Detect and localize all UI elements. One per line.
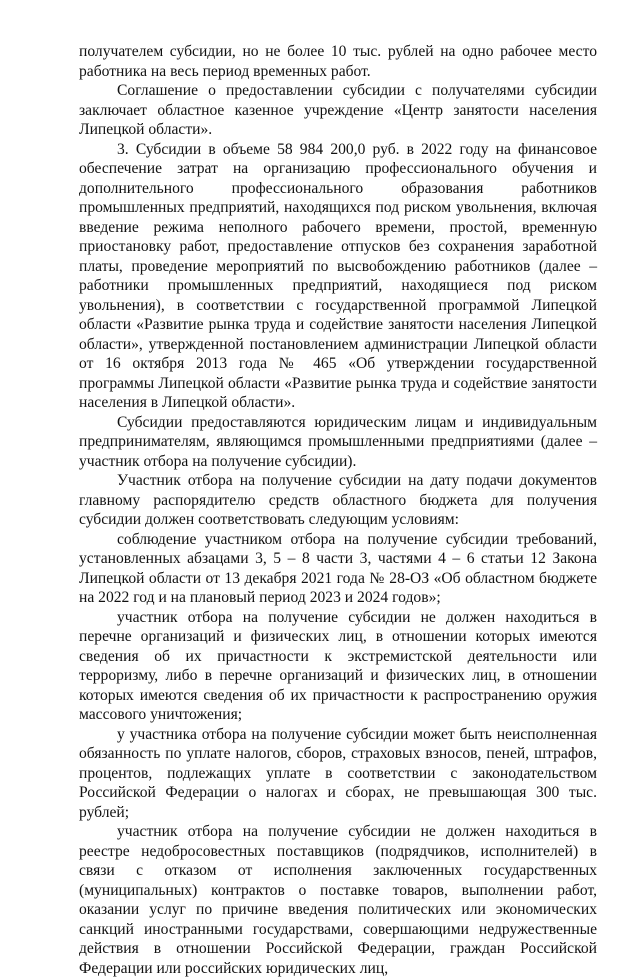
paragraph-continuation: получателем субсидии, но не более 10 тыс. рублей на одно рабочее место работника на весь период временных работ. bbox=[79, 43, 597, 80]
paragraph-condition-tax-debt: у участника отбора на получение субсидии может быть неисполненная обязанность по уплате налогов, сборов, страховых взносов, пеней, штрафов, процентов, подлежащих уплате в соответствии с законодательством Российской Федерации о налогах и сборах, не превышающая 300 тыс. рублей; bbox=[79, 725, 597, 821]
paragraph-agreement: Соглашение о предоставлении субсидии с получателями субсидии заключает областное казенное учреждение «Центр занятости населения Липецкой области». bbox=[79, 82, 597, 138]
paragraph-recipients: Субсидии предоставляются юридическим лицам и индивидуальным предпринимателям, являющимся промышленными предприятиями (далее – участник отбора на получение субсидии). bbox=[79, 413, 597, 470]
document-page bbox=[79, 42, 597, 978]
paragraph-condition-extremism-list: участник отбора на получение субсидии не должен находиться в перечне организаций и физических лиц, в отношении которых имеются сведения об их причастности к экстремистской деятельности или терроризму, либо в перечне организаций и физических лиц, в отношении которых имеются сведения об их причастности к распространению оружия массового уничтожения; bbox=[79, 608, 597, 723]
paragraph-condition-requirements: соблюдение участником отбора на получение субсидии требований, установленных абзацами 3, 5 – 8 части 3, частями 4 – 6 статьи 12 Закона Липецкой области от 13 декабря 2021 года № 28-ОЗ «Об областном бюджете на 2022 год и на плановый период 2023 и 2024 годов»; bbox=[79, 530, 597, 606]
paragraph-conditions-intro: Участник отбора на получение субсидии на дату подачи документов главному распорядителю средств областного бюджета для получения субсидии должен соответствовать следующим условиям: bbox=[79, 472, 597, 528]
paragraph-item-3: 3. Субсидии в объеме 58 984 200,0 руб. в 2022 году на финансовое обеспечение затрат на организацию профессионального обучения и дополнительного профессионального образования работников промышленных предприятий, находящихся под риском увольнения, включая введение режима неполного рабочего времени, простой, временную приостановку работ, предоставление отпусков без сохранения заработной платы, проведение мероприятий по высвобождению работников (далее – работники промышленных предприятий, находящиеся под риском увольнения), в соответствии с государственной программой Липецкой области «Развитие рынка труда и содействие занятости населения Липецкой области», утвержденной постановлением администрации Липецкой области от 16 октября 2013 года № 465 «Об утверждении государственной программы Липецкой области «Развитие рынка труда и содействие занятости населения в Липецкой области». bbox=[79, 140, 597, 411]
paragraph-condition-supplier-registry: участник отбора на получение субсидии не должен находиться в реестре недобросовестных поставщиков (подрядчиков, исполнителей) в связи с отказом от исполнения заключенных государственных (муниципальных) контрактов о поставке товаров, выполнении работ, оказании услуг по причине введения политических или экономических санкций иностранными государствами, совершающими недружественные действия в отношении Российской Федерации, граждан Российской Федерации или российских юридических лиц, bbox=[79, 823, 597, 977]
